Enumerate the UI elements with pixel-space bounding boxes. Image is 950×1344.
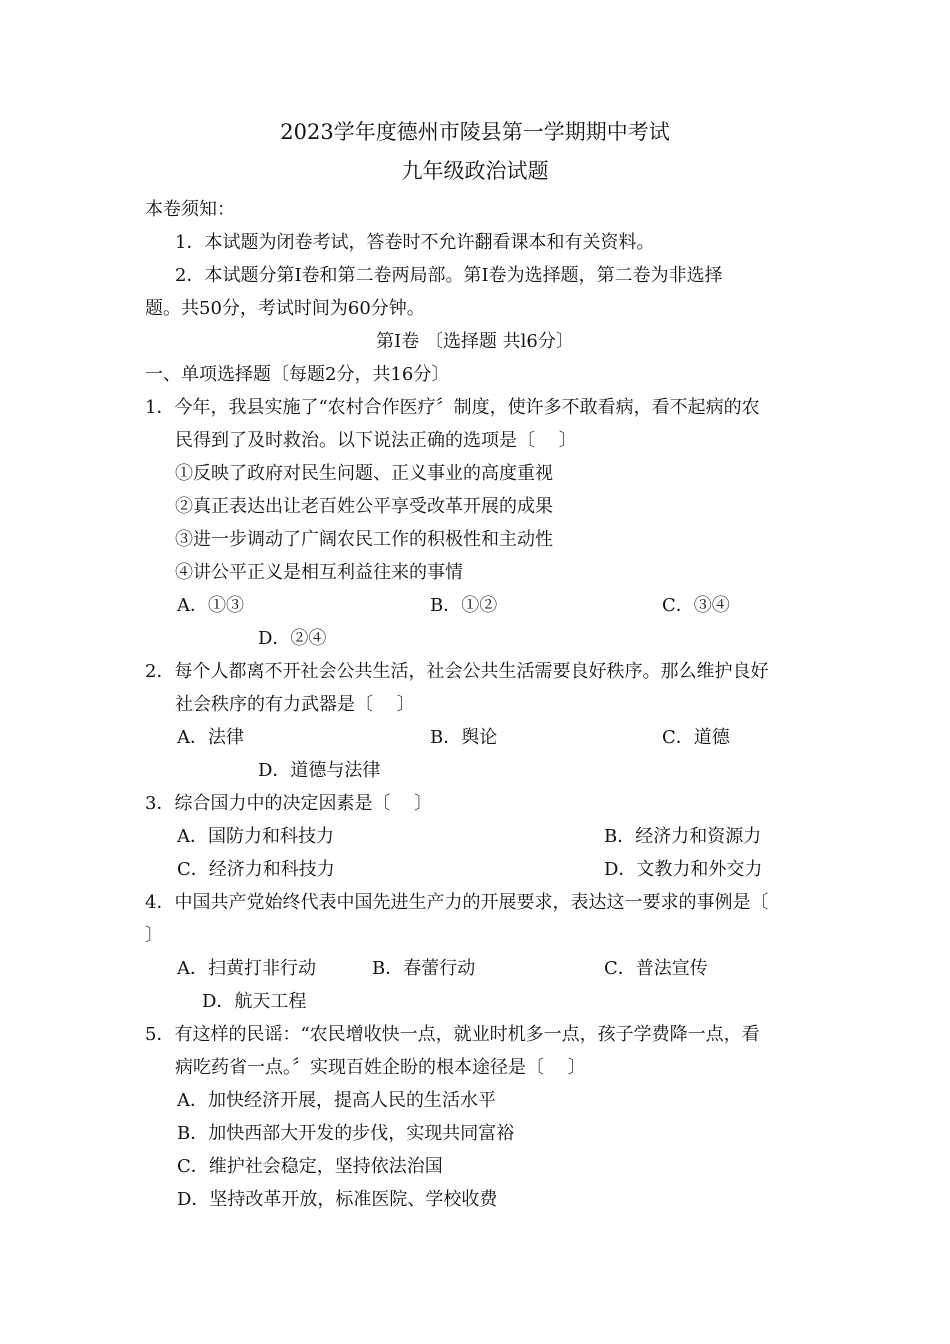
q4-stem-line-2: 〕 [145,925,163,946]
q5-option-a: A．加快经济开展，提高人民的生活水平 [177,1090,496,1111]
q5-option-d: D．坚持改革开放，标准医院、学校收费 [177,1189,498,1210]
q2-option-d: D．道德与法律 [258,760,381,781]
q5-stem-line-2: 病吃药省一点。〞实现百姓企盼的根本途径是〔 〕 [175,1057,586,1078]
q1-statement-4: ④讲公平正义是相互利益往来的事情 [175,562,463,583]
notice-heading: 本卷须知： [145,199,235,220]
q1-option-c: C．③④ [662,595,730,616]
q1-stem-line-2: 民得到了及时救治。以下说法正确的选项是〔 〕 [175,430,577,451]
q5-option-c: C．维护社会稳定，坚持依法治国 [177,1156,443,1177]
q3-stem: 3．综合国力中的决定因素是〔 〕 [145,793,433,814]
section-heading: 一、单项选择题〔每题2分，共16分〕 [145,364,450,385]
q1-statement-1: ①反映了政府对民生问题、正义事业的高度重视 [175,463,553,484]
q1-stem-line-1: 1．今年，我县实施了“农村合作医疗〞制度，使许多不敢看病，看不起病的农 [145,397,760,418]
q4-stem-line-1: 4．中国共产党始终代表中国先进生产力的开展要求，表达这一要求的事例是〔 [145,892,769,913]
q4-option-b: B．春蕾行动 [372,958,476,979]
q5-option-b: B．加快西部大开发的步伐，实现共同富裕 [177,1123,515,1144]
q1-statement-2: ②真正表达出让老百姓公平享受改革开展的成果 [175,496,553,517]
q5-stem-line-1: 5．有这样的民谣：“农民增收快一点，就业时机多一点，孩子学费降一点，看 [145,1024,760,1045]
q2-option-a: A．法律 [177,727,244,748]
q4-option-c: C．普法宣传 [604,958,708,979]
q3-option-c: C．经济力和科技力 [177,859,335,880]
q3-option-a: A．国防力和科技力 [177,826,334,847]
q4-option-d: D．航天工程 [202,991,307,1012]
q1-option-b: B．①② [430,595,498,616]
notice-item-2-line-1: 2．本试题分第I卷和第二卷两局部。第I卷为选择题，第二卷为非选择 [175,265,723,286]
exam-subtitle: 九年级政治试题 [401,159,549,183]
notice-item-1: 1．本试题为闭卷考试，答卷时不允许翻看课本和有关资料。 [175,232,655,253]
q2-option-c: C．道德 [662,727,730,748]
q2-option-b: B．舆论 [430,727,498,748]
q3-option-d: D．文教力和外交力 [604,859,763,880]
q1-option-a: A．①③ [177,595,244,616]
q3-option-b: B．经济力和资源力 [604,826,762,847]
part1-heading: 第I卷 〔选择题 共l6分〕 [376,331,574,352]
q2-stem-line-2: 社会秩序的有力武器是〔 〕 [175,694,415,715]
q1-statement-3: ③进一步调动了广阔农民工作的积极性和主动性 [175,529,553,550]
q2-stem-line-1: 2．每个人都离不开社会公共生活，社会公共生活需要良好秩序。那么维护良好 [145,661,769,682]
exam-title: 2023学年度德州市陵县第一学期期中考试 [280,120,670,144]
notice-item-2-line-2: 题。共50分，考试时间为60分钟。 [145,298,425,319]
q4-option-a: A．扫黄打非行动 [177,958,316,979]
q1-option-d: D．②④ [258,628,327,649]
